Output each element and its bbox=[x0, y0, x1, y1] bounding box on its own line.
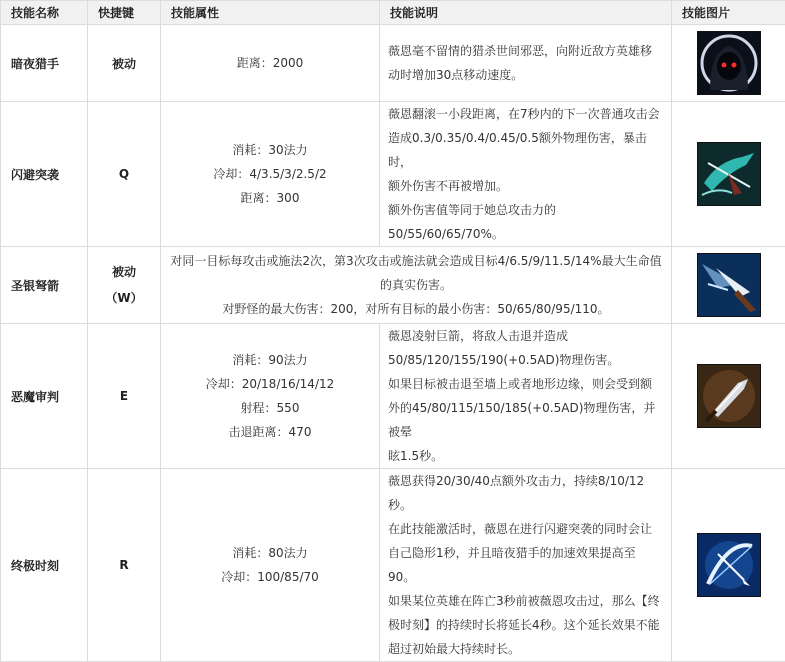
desc-line: 额外伤害不再被增加。 bbox=[388, 174, 665, 198]
desc-line: 薇恩获得20/30/40点额外攻击力，持续8/10/12秒。 bbox=[388, 469, 665, 517]
skill-image-cell bbox=[672, 324, 785, 469]
skill-key: E bbox=[88, 324, 161, 469]
skill-image-cell bbox=[672, 102, 785, 247]
heavy-bolt-icon bbox=[697, 364, 761, 428]
desc-line: 如果目标被击退至墙上或者地形边缘，则会受到额 bbox=[388, 372, 665, 396]
attr-line: 击退距离：470 bbox=[161, 420, 379, 444]
attr-line: 冷却：20/18/16/14/12 bbox=[161, 372, 379, 396]
attr-line: 冷却：4/3.5/3/2.5/2 bbox=[161, 162, 379, 186]
desc-line: 50/85/120/155/190(+0.5AD)物理伤害。 bbox=[388, 348, 665, 372]
desc-line: 超过初始最大持续时长。 bbox=[388, 637, 665, 661]
desc-line: 对野怪的最大伤害：200，对所有目标的最小伤害：50/65/80/95/110。 bbox=[161, 297, 671, 321]
desc-line: 对同一目标每攻击或施法2次，第3次攻击或施法就会造成目标4/6.5/9/11.5/14%最大生命值 bbox=[161, 249, 671, 273]
skill-attr bbox=[161, 469, 380, 662]
key-line: 被动 bbox=[88, 259, 160, 285]
header-row bbox=[1, 1, 785, 25]
skill-image-cell bbox=[672, 247, 785, 324]
attr-line: 消耗：90法力 bbox=[161, 348, 379, 372]
table-row bbox=[1, 25, 785, 102]
hooded-red-eyes-icon bbox=[697, 31, 761, 95]
desc-line: 眩1.5秒。 bbox=[388, 444, 665, 468]
skill-desc bbox=[380, 324, 672, 469]
table-row bbox=[1, 469, 785, 662]
desc-line: 的真实伤害。 bbox=[161, 273, 671, 297]
table-row bbox=[1, 247, 785, 324]
skill-image-cell bbox=[672, 25, 785, 102]
attr-line: 冷却：100/85/70 bbox=[161, 565, 379, 589]
silver-bolt-icon bbox=[697, 253, 761, 317]
skill-name: 恶魔审判 bbox=[1, 324, 88, 469]
skill-key bbox=[88, 247, 161, 324]
attr-line: 距离：2000 bbox=[161, 51, 379, 75]
skill-desc bbox=[380, 469, 672, 662]
table-row bbox=[1, 102, 785, 247]
desc-line: 在此技能激活时，薇恩在进行闪避突袭的同时会让 bbox=[388, 517, 665, 541]
desc-line: 薇恩翻滚一小段距离，在7秒内的下一次普通攻击会 bbox=[388, 102, 665, 126]
bow-icon bbox=[697, 533, 761, 597]
skill-merged-desc bbox=[161, 247, 672, 324]
skill-image-cell bbox=[672, 469, 785, 662]
skill-name: 圣银弩箭 bbox=[1, 247, 88, 324]
skill-key: Q bbox=[88, 102, 161, 247]
header-image: 技能图片 bbox=[672, 1, 785, 25]
header-name: 技能名称 bbox=[1, 1, 88, 25]
desc-line: 极时刻】的持续时长将延长4秒。这个延长效果不能 bbox=[388, 613, 665, 637]
skill-attr bbox=[161, 324, 380, 469]
desc-line: 薇恩毫不留情的猎杀世间邪恶，向附近敌方英雄移 bbox=[388, 39, 665, 63]
desc-line: 自己隐形1秒，并且暗夜猎手的加速效果提高至 bbox=[388, 541, 665, 565]
desc-line: 额外伤害值等同于她总攻击力的 bbox=[388, 198, 665, 222]
skill-name: 暗夜猎手 bbox=[1, 25, 88, 102]
attr-line: 射程：550 bbox=[161, 396, 379, 420]
desc-line: 薇恩凌射巨箭，将敌人击退并造成 bbox=[388, 324, 665, 348]
crossbow-icon bbox=[697, 142, 761, 206]
skill-key: R bbox=[88, 469, 161, 662]
header-attr: 技能属性 bbox=[161, 1, 380, 25]
header-key: 快捷键 bbox=[88, 1, 161, 25]
skill-key: 被动 bbox=[88, 25, 161, 102]
skill-name: 终极时刻 bbox=[1, 469, 88, 662]
key-line: （W） bbox=[88, 285, 160, 311]
skill-name: 闪避突袭 bbox=[1, 102, 88, 247]
skill-attr bbox=[161, 25, 380, 102]
desc-line: 如果某位英雄在阵亡3秒前被薇恩攻击过，那么【终 bbox=[388, 589, 665, 613]
header-desc: 技能说明 bbox=[380, 1, 672, 25]
desc-line: 动时增加30点移动速度。 bbox=[388, 63, 665, 87]
skill-desc bbox=[380, 25, 672, 102]
attr-line: 消耗：30法力 bbox=[161, 138, 379, 162]
skill-attr bbox=[161, 102, 380, 247]
attr-line: 距离：300 bbox=[161, 186, 379, 210]
desc-line: 90。 bbox=[388, 565, 665, 589]
desc-line: 外的45/80/115/150/185(+0.5AD)物理伤害，并被晕 bbox=[388, 396, 665, 444]
desc-line: 造成0.3/0.35/0.4/0.45/0.5额外物理伤害，暴击时， bbox=[388, 126, 665, 174]
skill-desc bbox=[380, 102, 672, 247]
attr-line: 消耗：80法力 bbox=[161, 541, 379, 565]
desc-line: 50/55/60/65/70%。 bbox=[388, 222, 665, 246]
table-row bbox=[1, 324, 785, 469]
